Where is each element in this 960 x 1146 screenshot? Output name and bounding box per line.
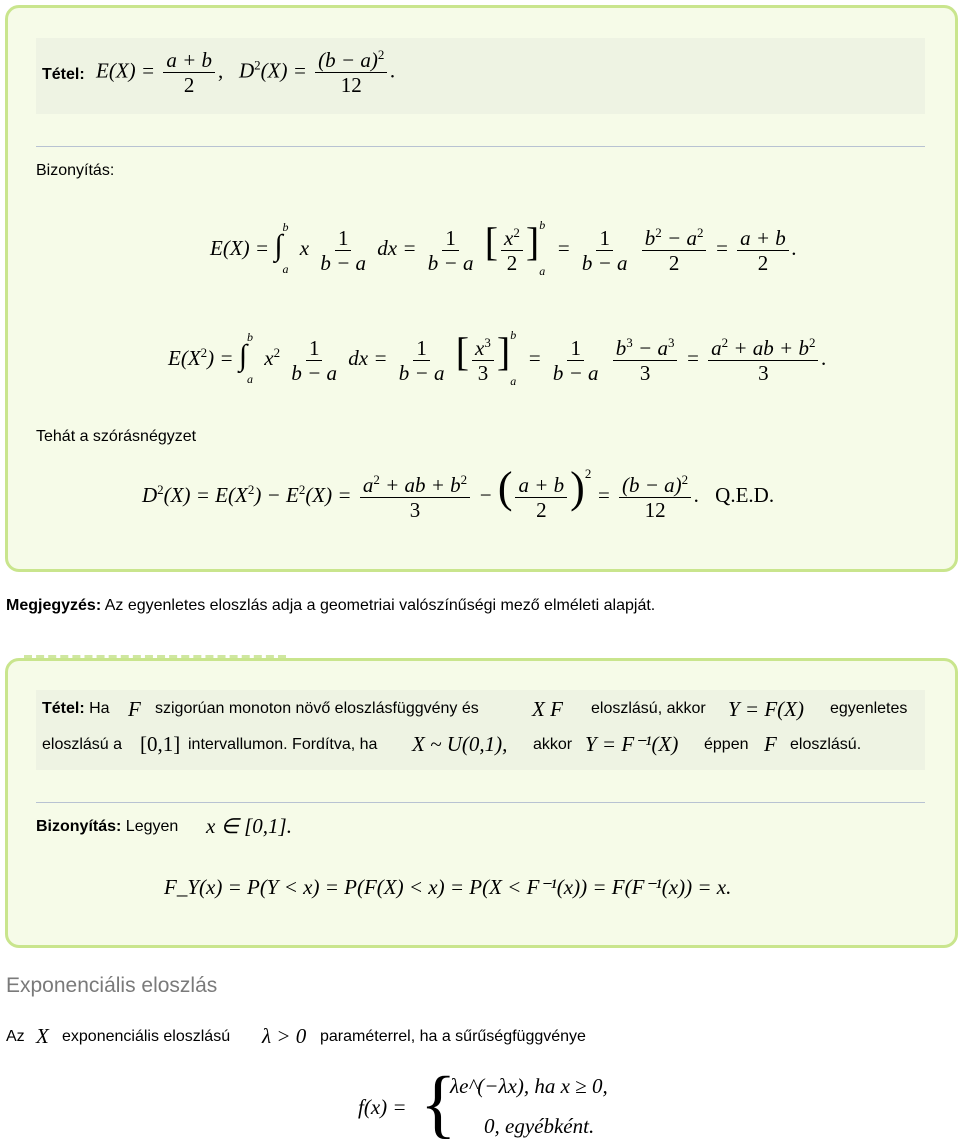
qed-mark: Q.E.D. — [715, 483, 775, 507]
box2-text-2: szigorúan monoton növő eloszlásfüggvény és — [155, 700, 479, 717]
note-text: Az egyenletes eloszlás adja a geometriai valószínűségi mező elméleti alapját. — [104, 597, 656, 614]
density-brace: { — [420, 1062, 457, 1146]
note-label: Megjegyzés: — [6, 597, 102, 614]
section-text-1: exponenciális eloszlású — [62, 1028, 231, 1045]
F-symbol-1: F — [128, 697, 141, 721]
note-line — [6, 597, 655, 615]
theorem-2-label: Tétel: — [42, 700, 85, 717]
box2-line-1: Tétel: Ha — [42, 700, 110, 717]
density-case-2: 0, egyébként. — [484, 1114, 595, 1138]
section-az: Az — [6, 1028, 25, 1045]
density-case-1: λe^(−λx), ha x ≥ 0, — [450, 1074, 608, 1098]
section-title: Exponenciális eloszlás — [6, 974, 218, 997]
density-lhs: f(x) = — [358, 1095, 407, 1119]
box2-text-4: egyenletes — [830, 700, 908, 717]
therefore-text: Tehát a szórásnégyzet — [36, 428, 197, 445]
X-uniform: X ~ U(0,1), — [412, 732, 508, 756]
theorem-label: Tétel: — [42, 66, 85, 83]
proof-2-line: Bizonyítás: Legyen — [36, 818, 179, 835]
section-X: X — [36, 1024, 49, 1048]
section-text-2: paraméterrel, ha a sűrűségfüggvénye — [320, 1028, 586, 1045]
box2-text-3: eloszlású, akkor — [591, 700, 706, 717]
lambda-condition: λ > 0 — [262, 1024, 307, 1048]
box2-text-5: eloszlású a — [42, 736, 123, 753]
box2-text-7: akkor — [533, 736, 573, 753]
proof-equation: F_Y(x) = P(Y < x) = P(F(X) < x) = P(X < F⁻¹(x)) = F(F⁻¹(x)) = x. — [164, 875, 732, 899]
F-symbol-2: F — [764, 732, 777, 756]
variance-equation: $D^2(X) = E(X^2) - E^2(X)$ = $\frac{a^2 + ab + b^2}{3}$ − ( $\frac{a + b}{2}$ )$^2$ = $\frac{(b - a)^2}{12}$ . Q.E.D. — [142, 463, 775, 522]
Y-inverse-F: Y = F⁻¹(X) — [585, 732, 679, 756]
theorem-formula: E(X) = $\frac{a + b}{2}$ , $D^2(X)$ = $\frac{(b - a)^2}{12}$ . — [96, 47, 396, 98]
proof-label: Bizonyítás: — [36, 162, 115, 179]
divider-2 — [36, 802, 925, 803]
X-F-symbols: X F — [532, 697, 563, 721]
proof-condition: x ∈ [0,1]. — [206, 814, 292, 838]
interval-symbol: [0,1] — [140, 732, 181, 756]
second-moment-equation: $E(X^2) = \int_a^b$ $x^2$ $\frac{1}{b - a}$ dx = $\frac{1}{b - a}$ [ $\frac{x^3}{3}$ ]$_a^b$ = $\frac{1}{b - a}$ $\frac{b^3 - a^3}{3}$ = $\frac{a^2 + ab + b^2}{3}$ . — [168, 328, 827, 388]
expectation-equation: $E(X) = \int_a^b$ x $\frac{1}{b - a}$ dx = $\frac{1}{b - a}$ [ $\frac{x^2}{2}$ ]$_a^b$ = $\frac{1}{b - a}$ $\frac{b^2 - a^2}{2}$ = $\frac{a + b}{2}$ . — [210, 218, 798, 278]
box2-text-6: intervallumon. Fordítva, ha — [188, 736, 378, 753]
box2-text-8: éppen — [704, 736, 749, 753]
box2-text-9: eloszlású. — [790, 736, 862, 753]
Y-eq-FX: Y = F(X) — [728, 697, 804, 721]
divider-1 — [36, 146, 925, 147]
